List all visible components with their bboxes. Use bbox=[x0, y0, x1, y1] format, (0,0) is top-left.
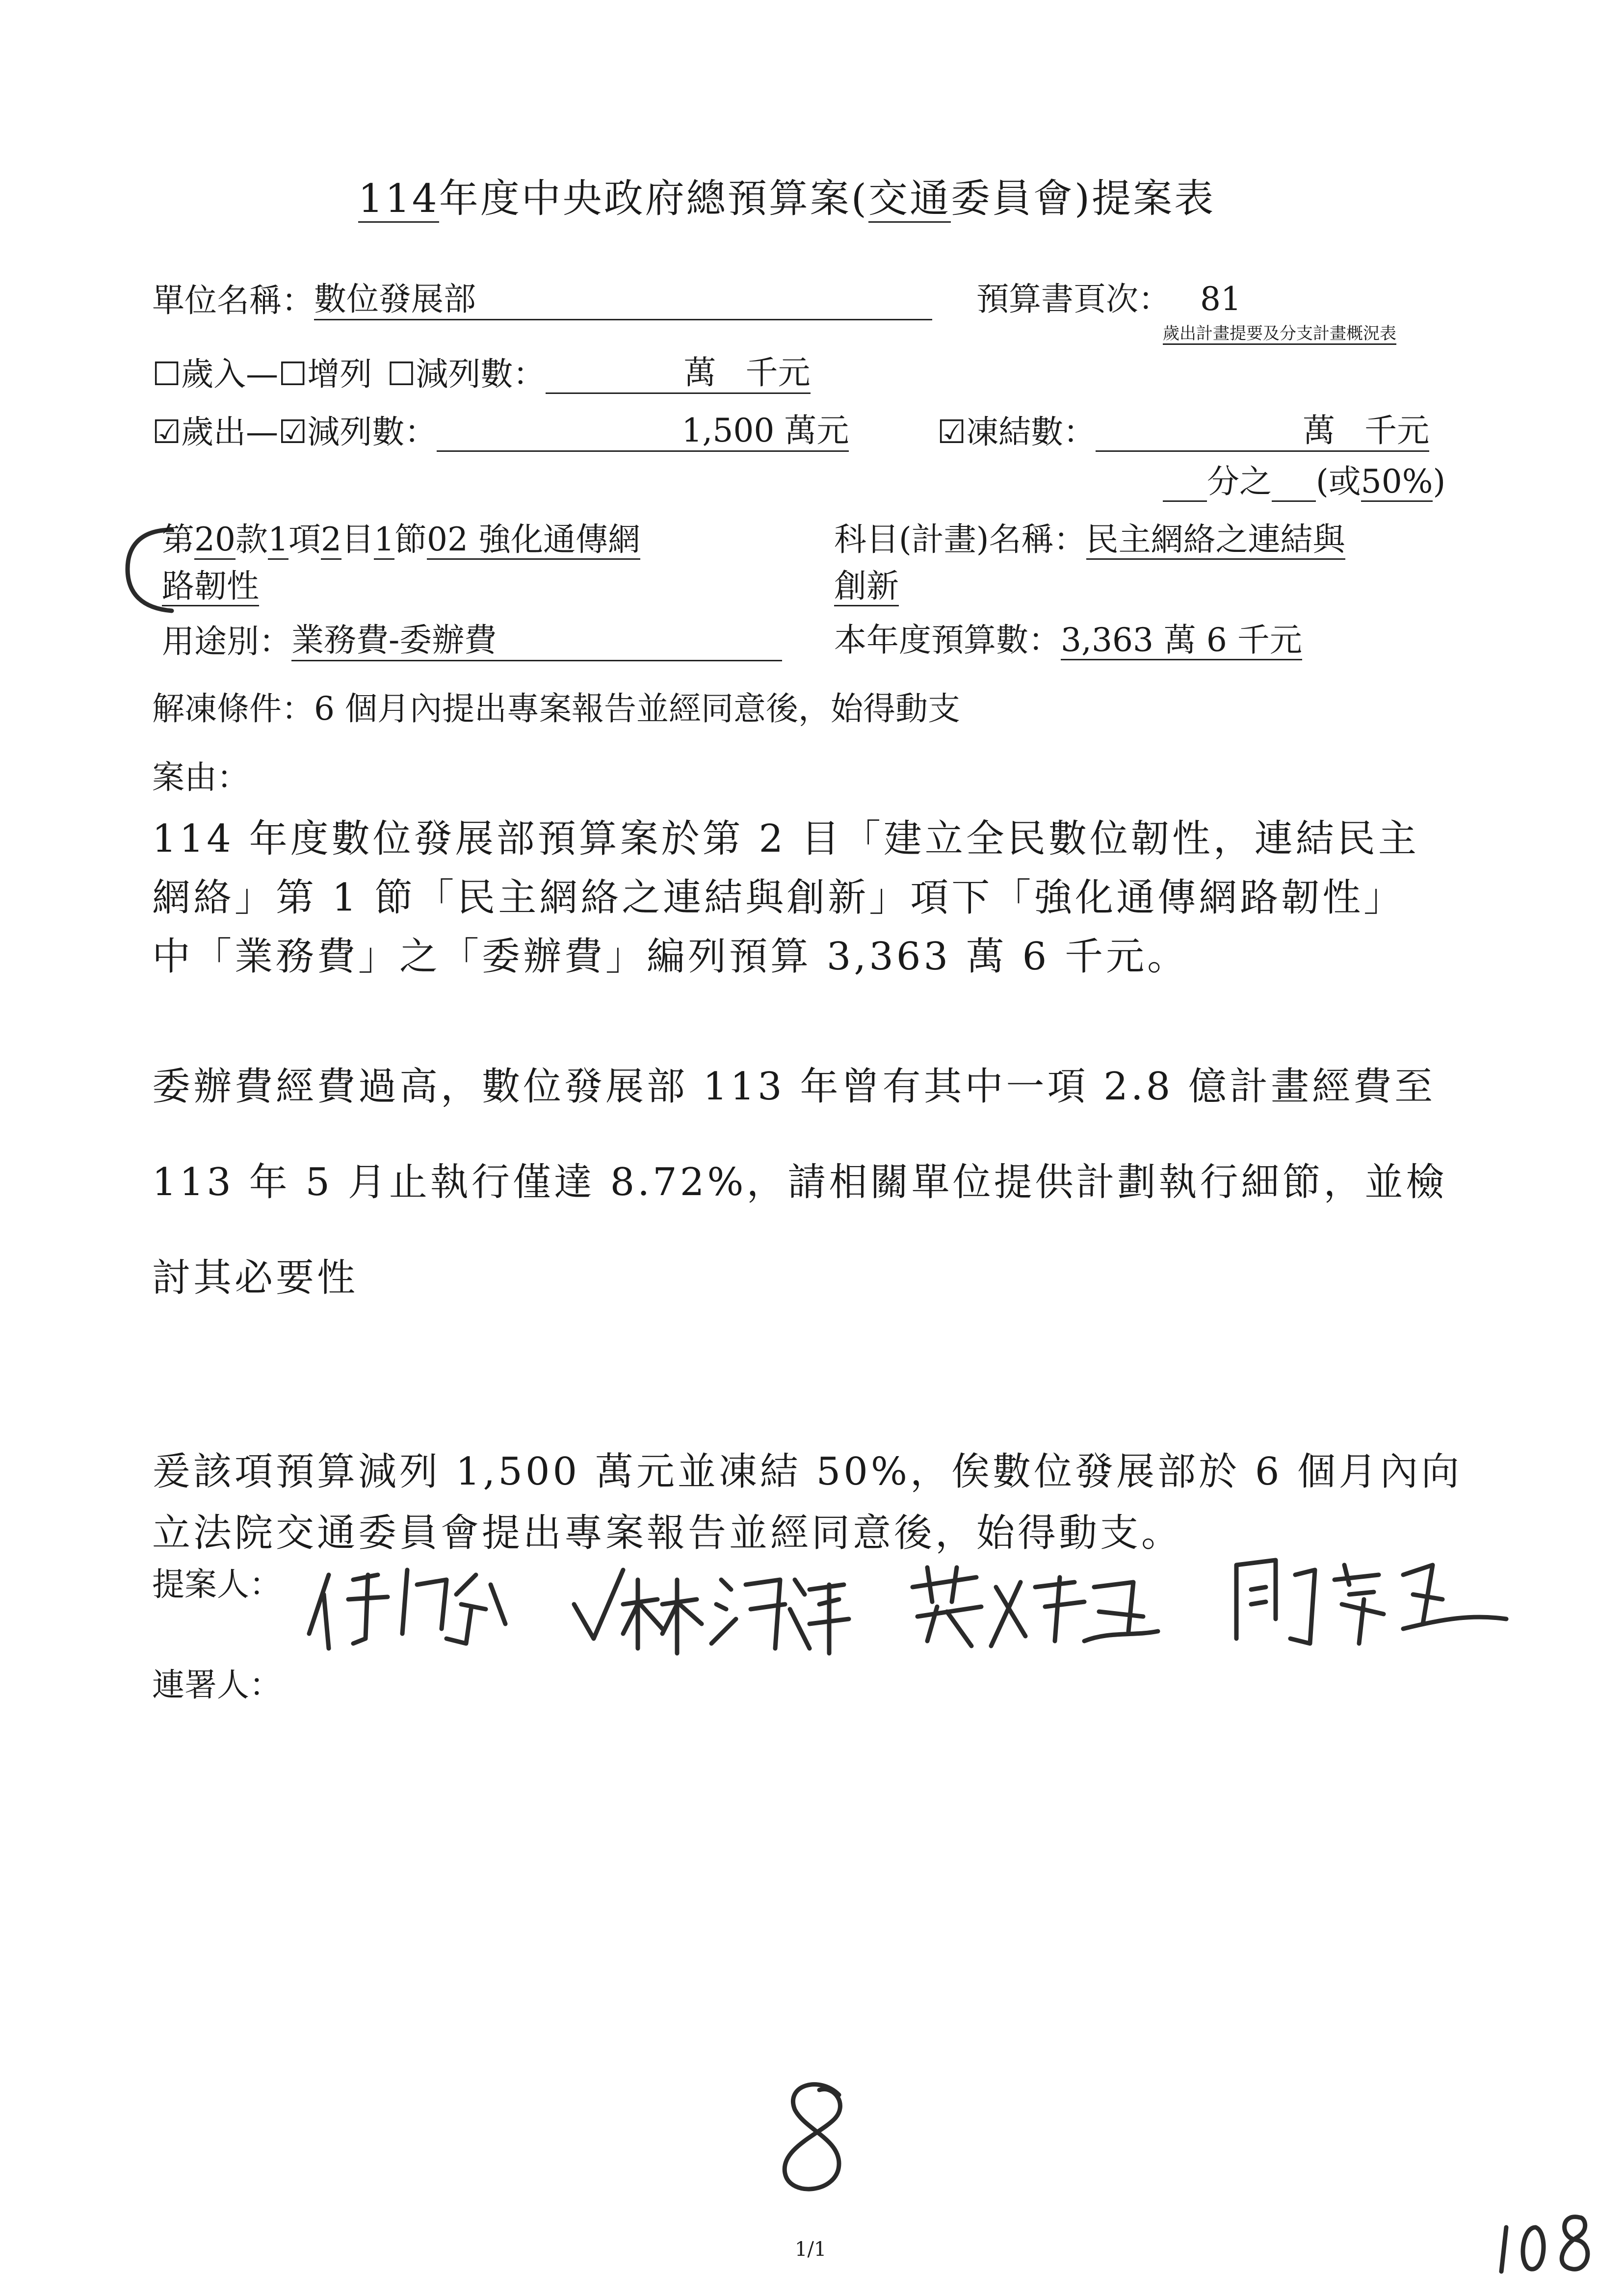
reason-para3-line: 爰該項預算減列 1,500 萬元並凍結 50%，俟數位發展部於 6 個月內向 bbox=[152, 1450, 1463, 1494]
expenditure-label: 歲出— bbox=[181, 413, 279, 451]
unfreeze-label: 解凍條件： bbox=[152, 690, 314, 728]
freeze-label: 凍結數： bbox=[966, 413, 1096, 451]
budget-item-name: 02 強化通傳網 bbox=[427, 521, 640, 560]
fraction-open: (或 bbox=[1316, 463, 1361, 500]
title-year: 114 bbox=[358, 176, 439, 223]
proposer-label: 提案人： bbox=[152, 1565, 282, 1603]
reason-line: 114 年度數位發展部預算案於第 2 目「建立全民數位韌性，連結民主 bbox=[152, 817, 1419, 861]
budget-item-w4: 目 bbox=[341, 521, 374, 558]
unfreeze-value: 6 個月內提出專案報告並經同意後，始得動支 bbox=[314, 690, 960, 728]
budget-item-w1: 第 bbox=[162, 521, 194, 558]
unit-value: 數位發展部 bbox=[314, 280, 932, 320]
freeze-amount-field bbox=[1096, 411, 1429, 452]
usage-value: 業務費-委辦費 bbox=[291, 621, 782, 661]
fraction-percent: 50% bbox=[1361, 463, 1433, 502]
subject-value-cont: 創新 bbox=[834, 567, 899, 606]
subject-value: 民主網絡之連結與 bbox=[1086, 521, 1345, 560]
exp-amount: 1,500 bbox=[681, 412, 775, 449]
page-number: 1/1 bbox=[795, 2238, 827, 2261]
fraction-mid: 分之 bbox=[1207, 463, 1272, 500]
title-part2: 委員會)提案表 bbox=[950, 176, 1216, 221]
page-ref-label: 預算書頁次： bbox=[976, 280, 1171, 318]
revenue-label: 歲入— bbox=[181, 355, 279, 393]
subject-label: 科目(計畫)名稱： bbox=[834, 521, 1086, 558]
budget-item-w3: 項 bbox=[288, 521, 321, 558]
page-ref-value: 81 bbox=[1200, 280, 1241, 318]
budget-mu: 2 bbox=[321, 521, 341, 560]
title-part1: 年度中央政府總預算案( bbox=[439, 176, 868, 221]
page-ref-note: 歲出計畫提要及分支計畫概況表 bbox=[1163, 324, 1396, 345]
title-committee: 交通 bbox=[868, 176, 951, 223]
exp-decrease-checkbox[interactable]: ☑ bbox=[278, 413, 308, 451]
budget-item-name-cont: 路韌性 bbox=[162, 567, 259, 606]
usage-row bbox=[162, 621, 782, 661]
reason-line: 網絡」第 1 節「民主網絡之連結與創新」項下「強化通傳網路韌性」 bbox=[152, 876, 1405, 920]
budget-xiang: 1 bbox=[268, 521, 288, 560]
fraction-numer-field bbox=[1163, 461, 1207, 502]
fraction-row bbox=[1163, 461, 1445, 502]
revenue-row bbox=[152, 353, 811, 394]
freeze-checkbox[interactable]: ☑ bbox=[937, 413, 967, 451]
unit-row bbox=[152, 280, 932, 320]
freeze-unit-qian: 千元 bbox=[1364, 412, 1430, 449]
freeze-unit-wan: 萬 bbox=[1303, 412, 1336, 449]
budget-item-line1 bbox=[162, 520, 640, 559]
year-budget-label: 本年度預算數： bbox=[834, 621, 1061, 659]
fraction-denom-field bbox=[1272, 461, 1316, 502]
cosigner-label: 連署人： bbox=[152, 1666, 282, 1704]
unfreeze-row bbox=[152, 689, 960, 729]
budget-item-w2: 款 bbox=[235, 521, 268, 558]
signature-1 bbox=[299, 1555, 520, 1663]
decrease-label: 減列數： bbox=[416, 355, 546, 393]
budget-item-w5: 節 bbox=[394, 521, 427, 558]
subject-line1 bbox=[834, 520, 1345, 559]
unit-label: 單位名稱： bbox=[152, 282, 314, 319]
revenue-checkbox[interactable]: ☐ bbox=[152, 355, 182, 393]
subject-line2 bbox=[834, 567, 899, 606]
usage-label: 用途別： bbox=[162, 623, 291, 660]
revenue-unit-wan: 萬 bbox=[683, 354, 716, 391]
fraction-close: ) bbox=[1433, 463, 1446, 500]
increase-checkbox[interactable]: ☐ bbox=[278, 355, 308, 393]
budget-item-line2 bbox=[162, 567, 259, 606]
reason-label: 案由： bbox=[152, 758, 249, 796]
signature-2 bbox=[564, 1550, 859, 1668]
exp-decrease-label: 減列數： bbox=[307, 413, 437, 451]
reason-line: 中「業務費」之「委辦費」編列預算 3,363 萬 6 千元。 bbox=[152, 935, 1189, 979]
reason-para3-line: 立法院交通委員會提出專案報告並經同意後，始得動支。 bbox=[152, 1511, 1183, 1555]
budget-jie: 1 bbox=[374, 521, 394, 560]
increase-label: 增列 bbox=[307, 355, 372, 393]
signature-4 bbox=[1217, 1545, 1511, 1658]
revenue-amount-field bbox=[546, 353, 811, 394]
exp-amount-field bbox=[437, 411, 849, 452]
exp-amount-unit: 萬元 bbox=[784, 412, 849, 449]
year-budget-value: 3,363 萬 6 千元 bbox=[1061, 621, 1302, 660]
revenue-unit-qian: 千元 bbox=[745, 354, 811, 391]
freeze-row bbox=[937, 411, 1429, 452]
signature-3 bbox=[898, 1558, 1163, 1656]
reason-para2-line: 討其必要性 bbox=[152, 1256, 359, 1300]
reason-para2-line: 委辦費經費過高，數位發展部 113 年曾有其中一項 2.8 億計畫經費至 bbox=[152, 1065, 1436, 1109]
budget-kuan: 20 bbox=[194, 521, 236, 560]
decrease-checkbox[interactable]: ☐ bbox=[387, 355, 416, 393]
year-budget-row bbox=[834, 621, 1302, 660]
page-title bbox=[358, 174, 1215, 223]
reason-para2-line: 113 年 5 月止執行僅達 8.72%，請相關單位提供計劃執行細節，並檢 bbox=[152, 1160, 1447, 1204]
expenditure-checkbox[interactable]: ☑ bbox=[152, 413, 182, 451]
page-ref-row bbox=[976, 280, 1241, 319]
expenditure-row bbox=[152, 411, 849, 452]
